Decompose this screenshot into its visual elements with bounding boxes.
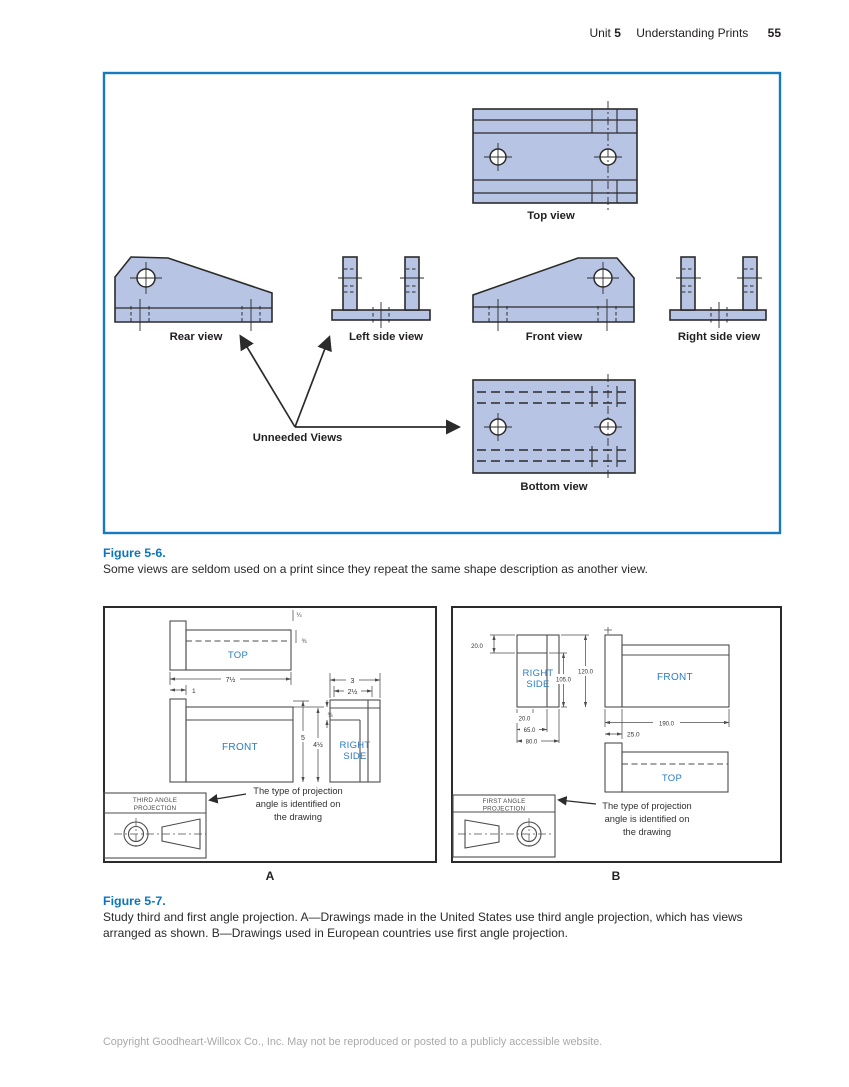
panel-b-letter: B [611, 869, 621, 883]
figure-5-7-drawing [0, 595, 849, 875]
third-angle-line1: THIRD ANGLE [132, 797, 178, 804]
first-angle-line2: PROJECTION [482, 805, 526, 813]
first-angle-line1: FIRST ANGLE [482, 798, 526, 805]
top-view-label: Top view [527, 210, 575, 222]
dim-front-width: 190.0 [658, 721, 675, 728]
third-angle-line2: PROJECTION [133, 805, 177, 812]
right-side-view-label: Right side view [677, 331, 761, 343]
dim-w1: 20.0 [518, 716, 531, 723]
dim-side-depth: 3 [350, 678, 355, 685]
page-number: 55 [767, 26, 781, 40]
dim-quarter: ¼ [296, 613, 302, 619]
dim-step-h: 20.0 [471, 644, 483, 650]
figure-5-6-drawing [0, 0, 849, 540]
panel-b-annotation: The type of projection angle is identified on the drawing [602, 801, 692, 837]
left-side-view-label: Left side view [348, 331, 424, 343]
dim-side-inner: 2½ [347, 689, 358, 696]
unit-number: 5 [614, 26, 621, 40]
dim-w2: 65.0 [523, 728, 536, 734]
panel-a-letter: A [265, 869, 275, 883]
panel-b-right-side-label: RIGHT SIDE [522, 668, 554, 690]
bottom-view-label: Bottom view [520, 481, 588, 493]
unneeded-views-arrows [241, 337, 458, 427]
unit-title: Understanding Prints [636, 26, 749, 40]
dim-top-step: ¾ [301, 639, 307, 645]
dim-height-b: 120.0 [577, 669, 594, 676]
dim-height-inner: 105.0 [555, 677, 572, 684]
figure-5-6-caption-title: Figure 5-6. [103, 546, 166, 560]
panel-a-front-label: FRONT [222, 742, 258, 753]
unneeded-views-label: Unneeded Views [252, 432, 343, 444]
rear-view-drawing [115, 257, 272, 331]
figure-5-6-caption-text: Some views are seldom used on a print since they repeat the same shape description as another view. [103, 562, 648, 576]
dim-flange: ¾ [327, 713, 333, 719]
panel-b-top-label: TOP [661, 773, 683, 784]
front-view-label: Front view [525, 331, 583, 343]
dim-cap: 25.0 [627, 731, 640, 739]
top-view-drawing [473, 101, 637, 213]
panel-b-front-label: FRONT [657, 672, 693, 683]
copyright-notice: Copyright Goodheart-Willcox Co., Inc. May not be reproduced or posted to a publicly accessible website. [103, 1036, 603, 1048]
panel-a-top-label: TOP [227, 650, 249, 661]
front-view-drawing [473, 258, 634, 331]
panel-a-right-side-label: RIGHT SIDE [339, 740, 371, 762]
dim-offset: 1 [192, 688, 196, 695]
dim-w3: 80.0 [525, 739, 538, 746]
figure-5-7-caption-line1: Study third and first angle projection. A—Drawings made in the United States use third angle projection, which has views [103, 910, 743, 924]
bottom-view-drawing [473, 374, 635, 479]
unit-word: Unit [589, 26, 611, 40]
right-side-view-drawing [670, 257, 766, 328]
dim-overall-width: 7½ [225, 677, 236, 684]
figure-5-7-caption-title: Figure 5-7. [103, 894, 166, 908]
dim-height: 5 [301, 735, 305, 742]
rear-view-label: Rear view [169, 331, 223, 343]
figure-5-7-caption-line2: arranged as shown. B—Drawings used in European countries use first angle projection. [103, 926, 568, 940]
dim-inner-height: 4½ [313, 742, 323, 749]
panel-a-annotation: The type of projection angle is identified on the drawing [253, 786, 343, 822]
left-side-view-drawing [332, 257, 430, 328]
